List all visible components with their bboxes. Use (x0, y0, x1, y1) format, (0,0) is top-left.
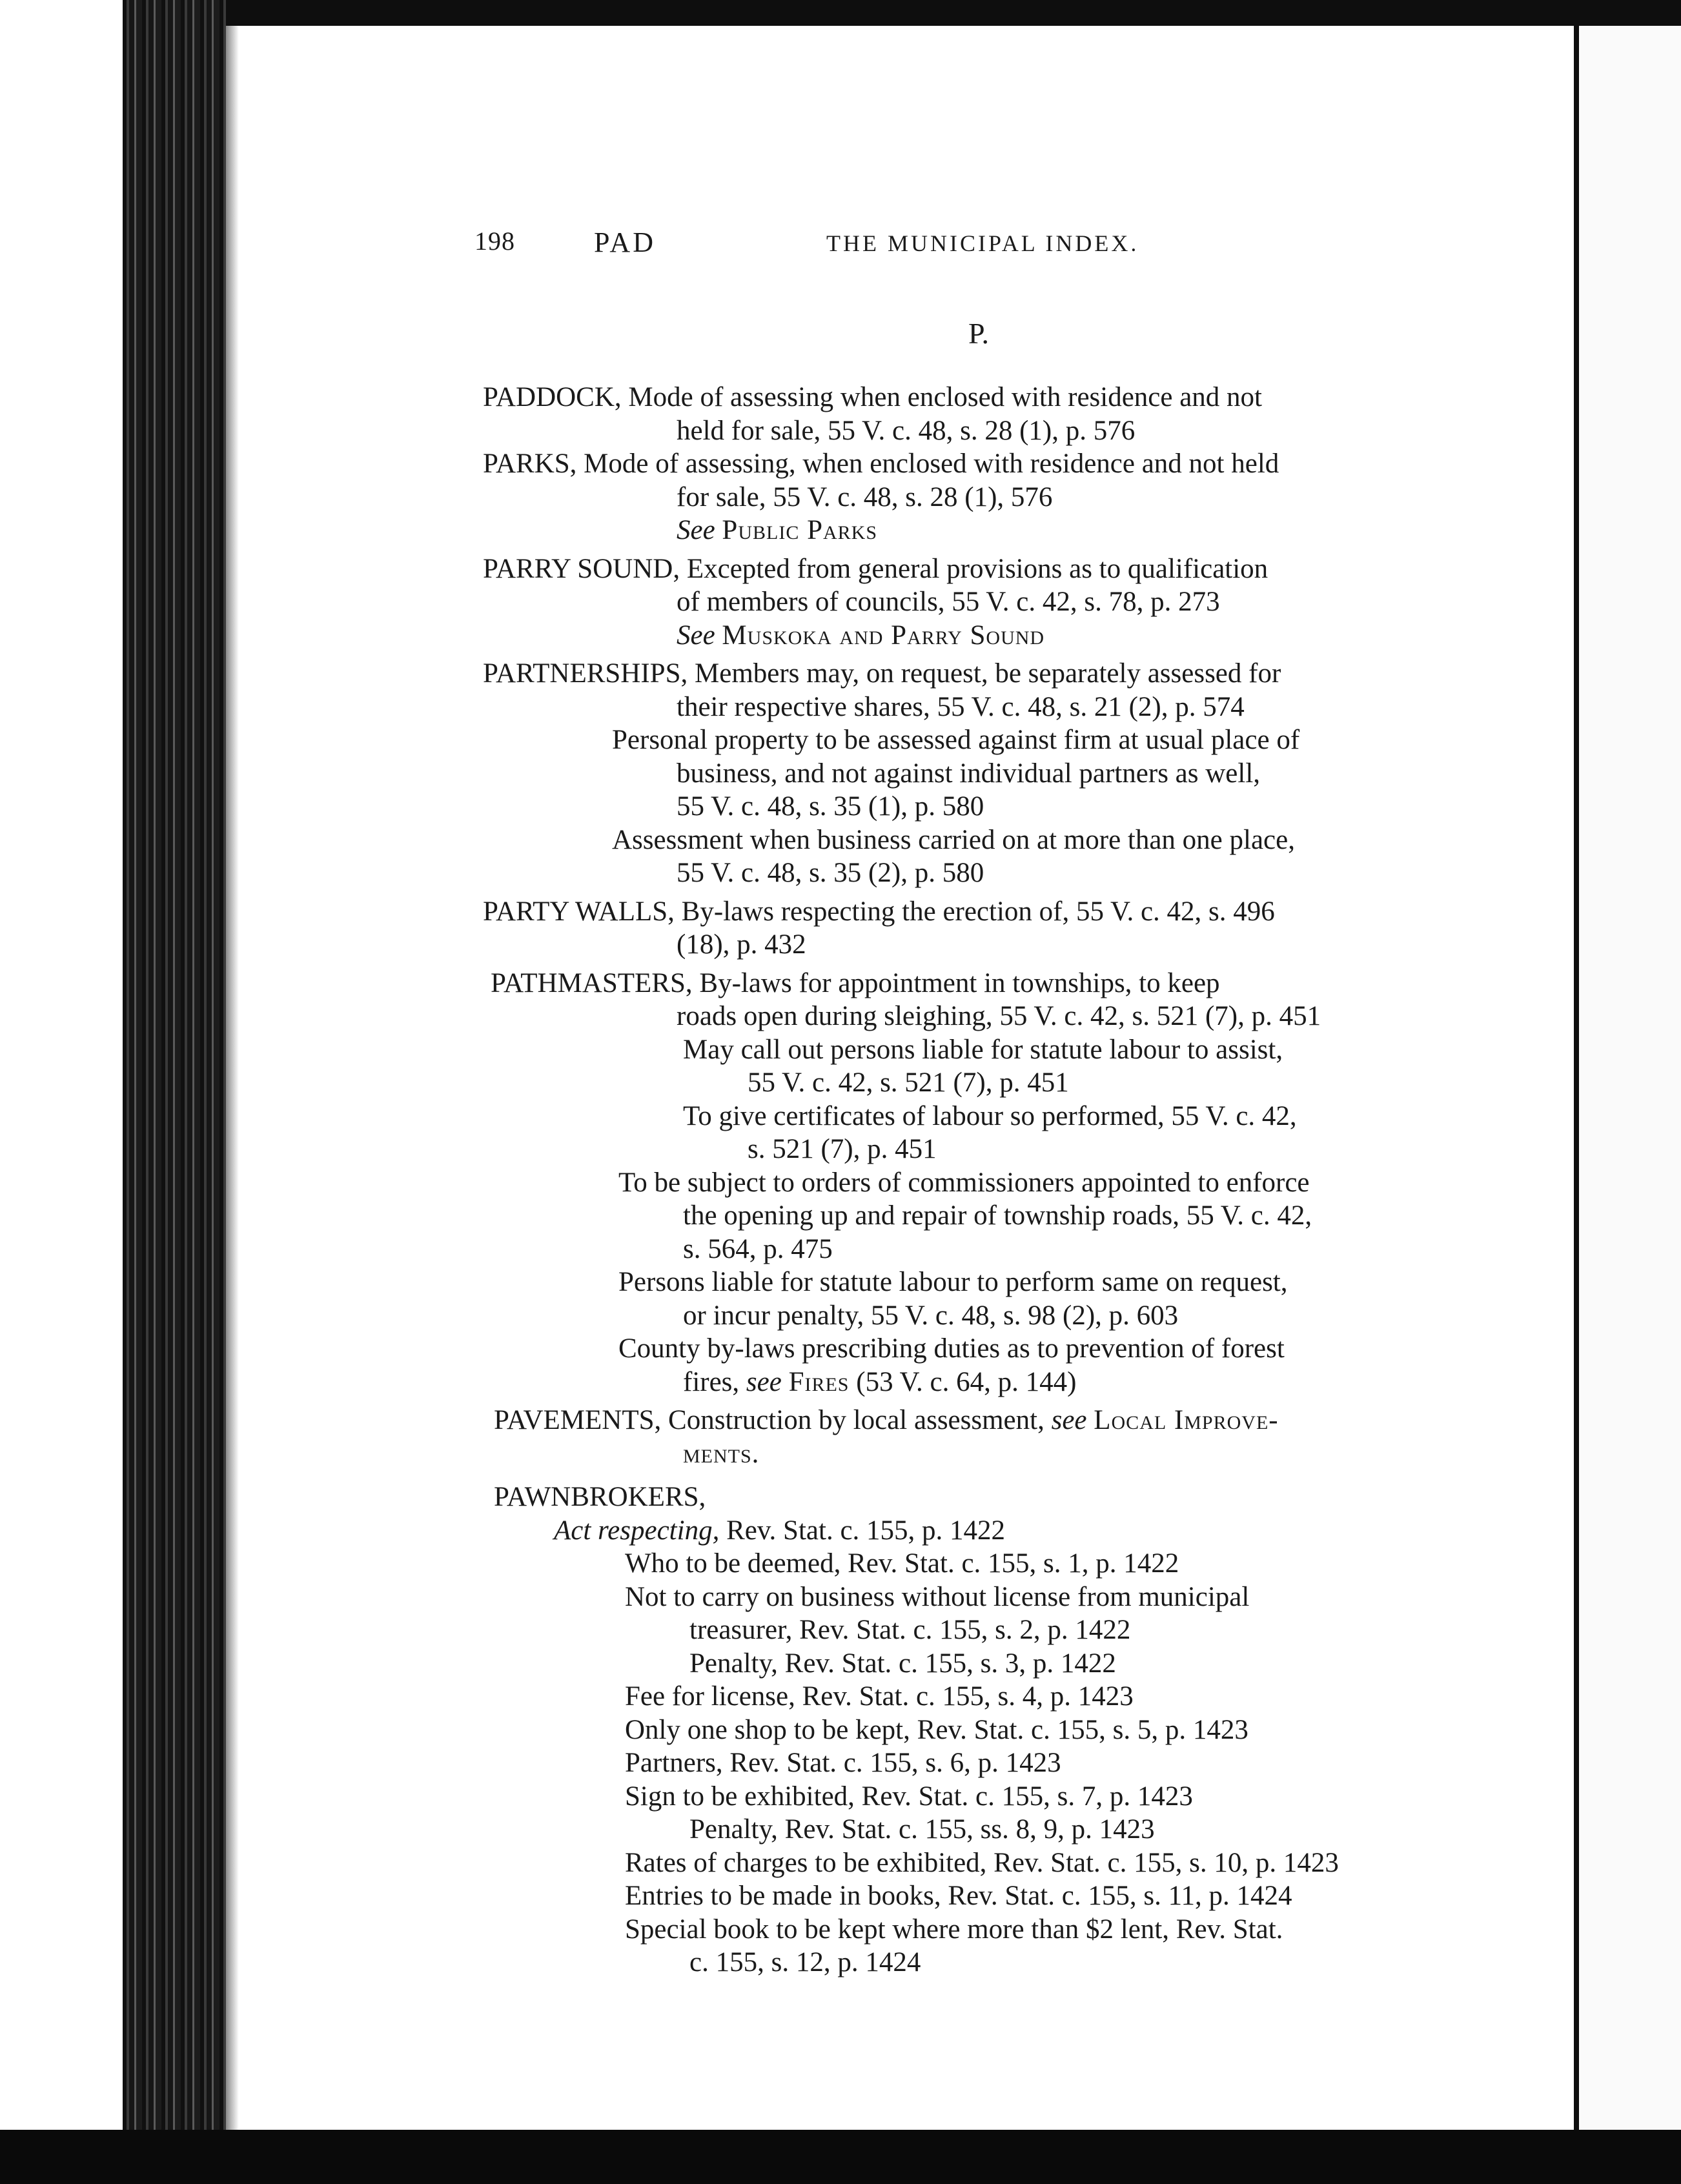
index-line (0, 1514, 1569, 1548)
index-line (0, 1366, 1569, 1399)
index-line (0, 691, 1569, 724)
cross-reference: Fires (788, 1366, 850, 1397)
line-text: s. 521 (7), p. 451 (748, 1134, 937, 1164)
line-text: PATHMASTERS, By-laws for appointment in townships, to keep (491, 967, 1220, 998)
line-text: treasurer, Rev. Stat. c. 155, s. 2, p. 1422 (689, 1615, 1131, 1645)
line-text: business, and not against individual partners as well, (677, 758, 1261, 789)
index-line (0, 585, 1569, 619)
scan-border-bottom (0, 2130, 1681, 2184)
line-text: for sale, 55 V. c. 48, s. 28 (1), 576 (677, 481, 1053, 512)
line-text: c. 155, s. 12, p. 1424 (689, 1947, 921, 1977)
line-text: or incur penalty, 55 V. c. 48, s. 98 (2), p. 603 (683, 1300, 1179, 1331)
index-line (0, 657, 1569, 691)
index-line (0, 1846, 1569, 1880)
index-line (0, 1481, 1569, 1514)
index-line (0, 1000, 1569, 1033)
line-text: Who to be deemed, Rev. Stat. c. 155, s. 1, p. 1422 (625, 1548, 1179, 1579)
index-line (0, 1746, 1569, 1780)
see-reference-word: see (746, 1366, 782, 1397)
index-line (0, 1714, 1569, 1747)
line-text: Partners, Rev. Stat. c. 155, s. 6, p. 1423 (625, 1748, 1061, 1778)
index-line (0, 1404, 1569, 1437)
line-text: PARKS, Mode of assessing, when enclosed with residence and not held (483, 449, 1279, 479)
index-line (0, 1100, 1569, 1133)
line-text: To give certificates of labour so performed, 55 V. c. 42, (683, 1100, 1297, 1131)
index-line (0, 1266, 1569, 1299)
line-text: Personal property to be assessed against firm at usual place of (612, 725, 1300, 755)
section-letter: P. (968, 317, 989, 350)
index-line (0, 1946, 1569, 1979)
line-text: Rev. Stat. c. 155, p. 1422 (719, 1515, 1006, 1546)
cross-reference: Local Improve- (1094, 1405, 1279, 1435)
line-text: (18), p. 432 (677, 929, 806, 960)
see-reference-word: see (1051, 1405, 1087, 1435)
index-line (0, 1680, 1569, 1714)
line-text: the opening up and repair of township roads, 55 V. c. 42, (683, 1200, 1312, 1231)
index-line (0, 1199, 1569, 1233)
line-text: May call out persons liable for statute labour to assist, (683, 1034, 1283, 1065)
index-line (0, 723, 1569, 757)
index-line (0, 757, 1569, 791)
cross-reference: Muskoka and Parry Sound (722, 620, 1045, 651)
line-text: Persons liable for statute labour to perform same on request, (618, 1267, 1288, 1297)
index-line (0, 1613, 1569, 1647)
index-line (0, 1547, 1569, 1581)
line-text: 55 V. c. 48, s. 35 (2), p. 580 (677, 858, 984, 888)
act-reference: Act respecting, (554, 1515, 720, 1546)
index-line (0, 856, 1569, 890)
line-text: Special book to be kept where more than $2 lent, Rev. Stat. (625, 1914, 1283, 1945)
line-text: of members of councils, 55 V. c. 42, s. 78, p. 273 (677, 587, 1220, 617)
line-text: their respective shares, 55 V. c. 48, s. 21 (2), p. 574 (677, 691, 1245, 722)
index-line (0, 1066, 1569, 1100)
line-text: Penalty, Rev. Stat. c. 155, ss. 8, 9, p. 1423 (689, 1814, 1155, 1845)
line-text: Sign to be exhibited, Rev. Stat. c. 155, s. 7, p. 1423 (625, 1781, 1193, 1812)
index-line (0, 447, 1569, 481)
line-text: Entries to be made in books, Rev. Stat. c. 155, s. 11, p. 1424 (625, 1881, 1292, 1911)
index-entries (0, 381, 1569, 1979)
index-line (0, 1879, 1569, 1913)
index-line (0, 1647, 1569, 1681)
line-text: PARTY WALLS, By-laws respecting the erection of, 55 V. c. 42, s. 496 (483, 896, 1275, 927)
header-key-word: PAD (594, 227, 656, 258)
index-line (0, 1233, 1569, 1266)
line-text: Fee for license, Rev. Stat. c. 155, s. 4, p. 1423 (625, 1681, 1134, 1712)
scan-border-right (1574, 26, 1579, 2130)
scan-border-top (226, 0, 1681, 26)
index-line (0, 1133, 1569, 1166)
index-line (0, 1299, 1569, 1333)
see-reference-word: See (677, 620, 715, 651)
line-text: County by-laws prescribing duties as to prevention of forest (618, 1333, 1285, 1364)
line-text: 55 V. c. 48, s. 35 (1), p. 580 (677, 791, 984, 822)
line-text: PAWNBROKERS, (494, 1482, 706, 1512)
line-text: PAVEMENTS, Construction by local assessment, (494, 1405, 1052, 1435)
line-text: PADDOCK, Mode of assessing when enclosed with residence and not (483, 382, 1263, 412)
facing-page-edge (1579, 26, 1681, 2130)
line-text: Assessment when business carried on at more than one place, (612, 824, 1295, 855)
see-reference-word: See (677, 515, 715, 545)
line-text: roads open during sleighing, 55 V. c. 42, s. 521 (7), p. 451 (677, 1001, 1321, 1031)
index-line (0, 1033, 1569, 1067)
line-text: Penalty, Rev. Stat. c. 155, s. 3, p. 1422 (689, 1648, 1116, 1679)
index-line (0, 1813, 1569, 1846)
cross-reference: ments. (683, 1438, 760, 1469)
index-line (0, 1437, 1569, 1471)
index-line (0, 895, 1569, 929)
line-text: Not to carry on business without license from municipal (625, 1581, 1250, 1612)
page-number: 198 (474, 227, 515, 256)
running-header (474, 226, 1507, 265)
index-line (0, 514, 1569, 547)
line-text: PARRY SOUND, Excepted from general provisions as to qualification (483, 553, 1268, 584)
index-line (0, 824, 1569, 857)
line-text: s. 564, p. 475 (683, 1233, 833, 1264)
index-line (0, 1780, 1569, 1814)
index-line (0, 1581, 1569, 1614)
line-text: 55 V. c. 42, s. 521 (7), p. 451 (748, 1067, 1069, 1098)
index-line (0, 552, 1569, 586)
line-text: held for sale, 55 V. c. 48, s. 28 (1), p. 576 (677, 415, 1136, 446)
cross-reference: Public Parks (722, 515, 878, 545)
line-text: (53 V. c. 64, p. 144) (849, 1366, 1077, 1397)
running-title: THE MUNICIPAL INDEX. (826, 230, 1139, 256)
index-line (0, 619, 1569, 652)
index-line (0, 381, 1569, 414)
line-text: To be subject to orders of commissioners appointed to enforce (618, 1167, 1310, 1198)
index-line (0, 414, 1569, 448)
index-line (0, 928, 1569, 962)
index-line (0, 1166, 1569, 1200)
line-text: Rates of charges to be exhibited, Rev. Stat. c. 155, s. 10, p. 1423 (625, 1847, 1339, 1878)
index-line (0, 1913, 1569, 1946)
line-text: fires, (683, 1366, 746, 1397)
index-line (0, 1332, 1569, 1366)
line-text: Only one shop to be kept, Rev. Stat. c. 155, s. 5, p. 1423 (625, 1714, 1248, 1745)
index-line (0, 790, 1569, 824)
line-text: PARTNERSHIPS, Members may, on request, be separately assessed for (483, 658, 1281, 689)
index-line (0, 967, 1569, 1000)
index-line (0, 481, 1569, 514)
